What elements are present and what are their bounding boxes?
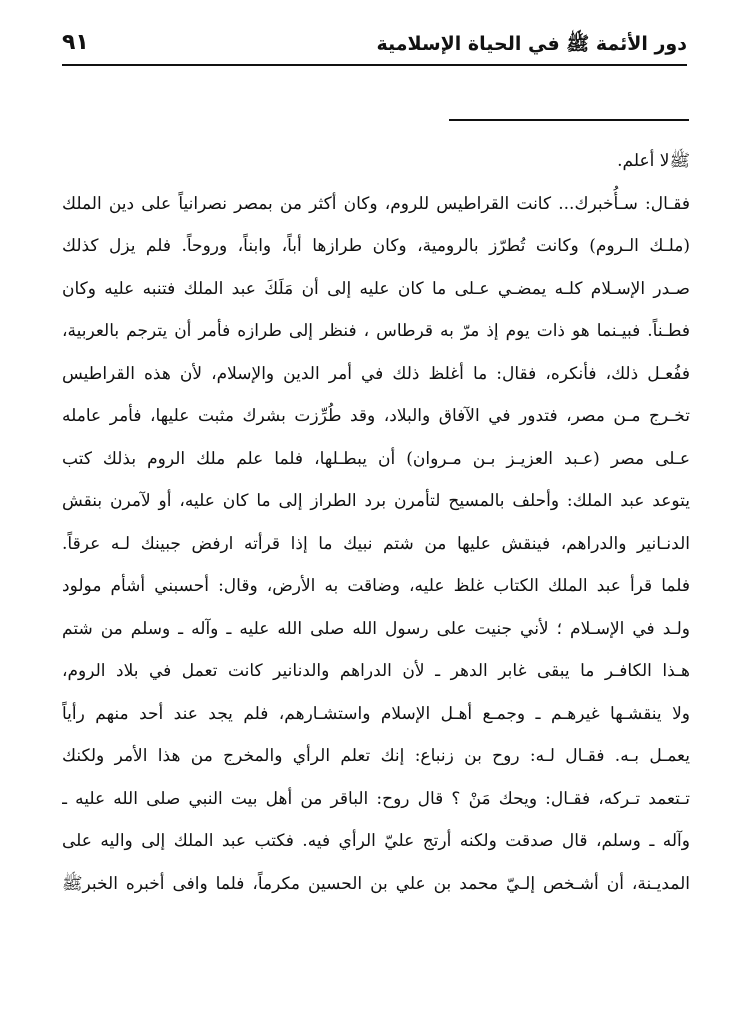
text-line: ففُعـل ذلك، فأنكره، فقال: ما أغلظ ذلك في أمر الدين والإسلام، لأن هذه القراطيس	[62, 363, 690, 384]
footnote-separator	[449, 119, 689, 121]
text-line: الدنـانير والدراهم، فينقش عليها من شتم نبيك ما إذا قرأته ارفض جبينك لـه عرقاً.	[62, 533, 690, 554]
text-line: تخـرج مـن مصر، فتدور في الآفاق والبلاد، وقد طُرِّزت بشرك مثبت عليها، فأمر عامله	[62, 406, 690, 426]
text-line: (ملـك الـروم) وكانت تُطرّز بالرومية، وكان طرازها أباً، وابناً، وروحاً. فلم يزل كذلك	[62, 236, 690, 256]
running-header	[62, 28, 687, 62]
text-line: فقـال: سـأُخبرك... كانت القراطيس للروم، وكان أكثر من بمصر نصرانياً على دين الملك	[62, 193, 690, 214]
text-line: عـلى مصر (عـبد العزيـز بـن مـروان) أن يبطـلها، فلما علم ملك الروم بذلك كتب	[62, 448, 690, 469]
text-line: ﷺلا أعلم.	[617, 151, 690, 171]
text-line: فطـناً. فبيـنما هو ذات يوم إذ مرّ به قرطاس ، فنظر إلى طرازه فأمر أن يترجم بالعربية،	[62, 321, 690, 341]
text-line: يعمـل بـه. فقـال لـه: روح بن زنباع: إنك تعلم الرأي والمخرج من هذا الأمر ولكنك	[62, 746, 690, 766]
text-line: ولا ينقشـها غيرهـم ـ وجمـع أهـل الإسلام واستشـارهم، فلم يجد عند أحد منهم رأياً	[62, 703, 690, 724]
text-line: ولـد في الإسـلام ؛ لأني جنيت على رسول الله صلى الله عليه ـ وآله ـ وسلم من شتم	[62, 618, 690, 639]
text-line: تـتعمد تـركه، فقـال: ويحك مَنْ ؟ قال روح: الباقر من أهل بيت النبي صلى الله عليه ـ	[62, 788, 690, 809]
text-line: فلما قرأ عبد الملك الكتاب غلظ عليه، وضاقت به الأرض، وقال: أحسبني أشأم مولود	[62, 576, 690, 596]
text-line: يتوعد عبد الملك: وأحلف بالمسيح لتأمرن برد الطراز إلى ما كان عليه، أو لآمرن بنقش	[62, 491, 690, 511]
text-line: وآله ـ وسلم، قال صدقت ولكنه أرتج عليّ الرأي فيه. فكتب عبد الملك إلى واليه على	[62, 831, 690, 851]
text-line: المديـنة، أن أشـخص إلـيّ محمد بن علي بن الحسين مكرماً، فلما وافى أخبره الخبرﷺ	[62, 873, 690, 894]
header-divider	[62, 64, 687, 66]
text-line: هـذا الكافـر ما يبقى غابر الدهر ـ لأن الدراهم والدنانير كانت تعمل في بلاد الروم،	[62, 661, 690, 681]
text-line: صـدر الإسـلام كلـه يمضـي عـلى ما كان عليه إلى أن مَلَكَ عبد الملك فتنبه عليه وكان	[62, 278, 690, 299]
header-title: دور الأئمة ﷺ في الحياة الإسلامية	[376, 33, 687, 55]
page-body	[62, 140, 690, 905]
page-number: ٩١	[62, 30, 89, 55]
